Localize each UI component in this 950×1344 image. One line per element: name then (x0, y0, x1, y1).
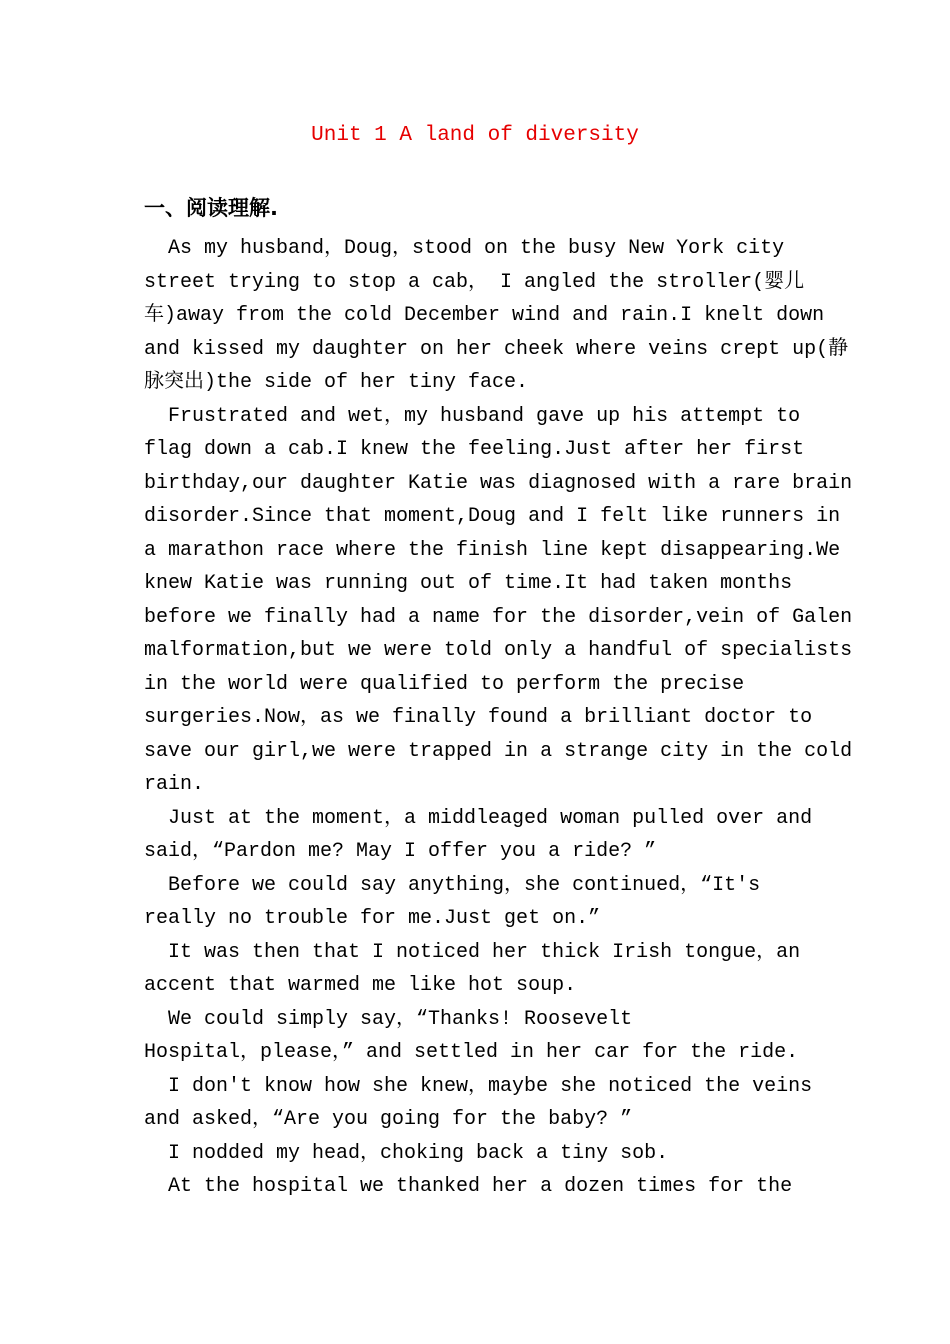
passage-line: Frustrated and wet，my husband gave up his attempt to (144, 404, 801, 428)
passage-line: I nodded my head，choking back a tiny sob. (144, 1141, 669, 1165)
passage-line: As my husband，Doug，stood on the busy New York city (144, 237, 785, 260)
passage-line: save our girl,we were trapped in a strange city in the cold (144, 739, 853, 763)
passage-line: flag down a cab.I knew the feeling.Just after her first (144, 438, 805, 461)
passage-line: street trying to stop a cab， I angled the stroller(婴儿 (144, 270, 805, 294)
passage-line: accent that warmed me like hot soup. (144, 974, 577, 997)
passage-line: before we finally had a name for the disorder,vein of Galen (144, 605, 853, 629)
passage-line: Just at the moment，a middleaged woman pulled over and (144, 806, 813, 830)
passage-line: At the hospital we thanked her a dozen times for the (144, 1175, 793, 1198)
passage-line: really no trouble for me.Just get on.” (144, 907, 601, 930)
passage-line: Hospital，please，” and settled in her car for the ride. (144, 1041, 799, 1064)
passage-line: disorder.Since that moment,Doug and I felt like runners in (144, 505, 841, 528)
passage-line: malformation,but we were told only a handful of specialists (144, 639, 853, 662)
passage-line: and asked，“Are you going for the baby? ” (144, 1108, 633, 1131)
passage-line: said，“Pardon me? May I offer you a ride? ” (144, 840, 657, 863)
passage-line: and kissed my daughter on her cheek where veins crept up(静 (144, 337, 849, 361)
passage-line: in the world were qualified to perform the precise (144, 672, 745, 696)
passage-line: Before we could say anything，she continued，“It's (144, 873, 761, 897)
passage-line: rain. (144, 773, 205, 796)
passage-line: It was then that I noticed her thick Irish tongue，an (144, 940, 801, 964)
reading-passage (144, 232, 853, 1204)
passage-line: We could simply say，“Thanks! Roosevelt (144, 1007, 633, 1031)
section-heading: 一、阅读理解. (144, 196, 278, 220)
passage-line: I don't know how she knew，maybe she noticed the veins (144, 1074, 813, 1098)
passage-line: surgeries.Now，as we finally found a brilliant doctor to (144, 706, 813, 729)
passage-line: knew Katie was running out of time.It had taken months (144, 572, 793, 595)
passage-line: 脉突出)the side of her tiny face. (144, 371, 529, 394)
document-title: Unit 1 A land of diversity (311, 124, 639, 147)
passage-line: a marathon race where the finish line kept disappearing.We (144, 538, 841, 562)
passage-line: 车)away from the cold December wind and rain.I knelt down (144, 304, 825, 327)
passage-line: birthday,our daughter Katie was diagnosed with a rare brain (144, 471, 853, 495)
